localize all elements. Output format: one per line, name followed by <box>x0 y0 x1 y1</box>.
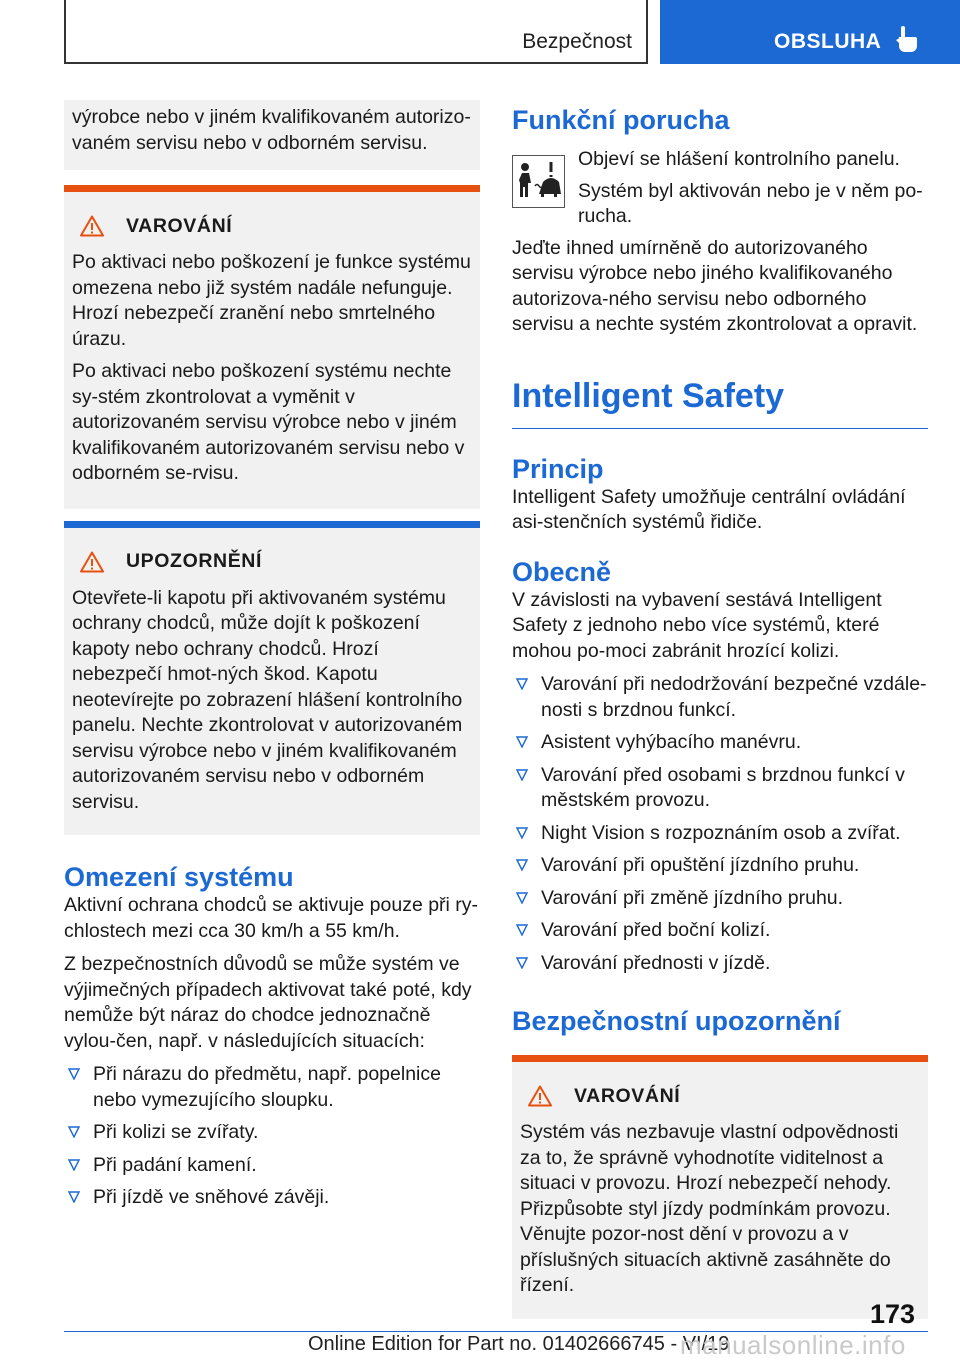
warning-box <box>64 192 480 509</box>
principle-heading: Princip <box>512 453 604 484</box>
list-item: Varování při změně jízdního pruhu. <box>512 886 928 912</box>
footer-edition: Online Edition for Part no. 01402666745 - VI/19 <box>308 1333 730 1355</box>
warning-title-text: VAROVÁNÍ <box>126 214 233 237</box>
pedestrian-warning-icon <box>512 155 565 208</box>
page-number: 173 <box>870 1299 916 1329</box>
safety-heading: Bezpečnostní upozornění <box>512 1006 841 1036</box>
fault-line: Systém byl aktivován nebo je v něm po-rucha. <box>578 179 923 227</box>
header-chapter-tab <box>660 0 960 64</box>
bullet-triangle-icon <box>68 1068 80 1080</box>
bullet-triangle-icon <box>516 736 528 748</box>
fault-line: Objeví se hlášení kontrolního panelu. <box>578 148 900 170</box>
left-column <box>64 100 480 1218</box>
limits-paragraph: Aktivní ochrana chodců se aktivuje pouze při ry-chlostech mezi cca 30 km/h a 55 km/h. <box>64 894 479 942</box>
pointing-hand-icon <box>896 26 918 57</box>
watermark: manualsonline.info <box>680 1330 906 1360</box>
safety-warning-box <box>512 1062 928 1319</box>
warning-paragraph: Po aktivaci nebo poškození systému nechte sy-stém zkontrolovat a vyměnit v autorizovaném servisu výrobce nebo v jiném kvalifikovaném autorizovaném servisu nebo v odborném se-rvisu. <box>72 360 465 484</box>
limits-paragraph: Z bezpečnostních důvodů se může systém ve výjimečných případech aktivovat také poté, kdy nemůže být náraz do chodce jednoznačně vylou-čen, např. v následujících situacích: <box>64 953 472 1052</box>
limits-heading: Omezení systému <box>64 862 294 892</box>
bullet-triangle-icon <box>516 957 528 969</box>
safety-warning-paragraph: Systém vás nezbavuje vlastní odpovědnosti za to, že správně vyhodnotíte viditelnost a situaci v provozu. Hrozí nebezpečí nehody. Přizpůsobte styl jízdy podmínkám provozu. Věnujte pozor-nost dění v provozu a v příslušných situacích aktivně zasáhněte do řízení. <box>520 1121 899 1296</box>
section-title: Intelligent Safety <box>512 376 785 415</box>
notice-paragraph: Otevřete-li kapotu při aktivovaném systému ochrany chodců, může dojít k poškození kapoty nebo ochrany chodců. Hrozí nebezpečí hmot-ných škod. Kapotu neotevírejte po zobrazení hlášení kontrolního panelu. Nechte zkontrolovat v autorizovaném servisu výrobce nebo v jiném kvalifikovaném autorizovaném servisu nebo v odborném servisu. <box>72 586 463 813</box>
list-item: Night Vision s rozpoznáním osob a zvířat. <box>512 821 928 847</box>
list-item: Při padání kamení. <box>64 1153 480 1179</box>
header-section-box <box>64 0 648 64</box>
fault-row <box>512 147 928 230</box>
list-item: Při nárazu do předmětu, např. popelnice nebo vymezujícího sloupku. <box>64 1062 480 1113</box>
principle-paragraph: Intelligent Safety umožňuje centrální ovládání asi-stenčních systémů řidiče. <box>512 485 906 533</box>
safety-warning-bar <box>512 1055 928 1062</box>
notice-title <box>72 550 472 574</box>
bullet-triangle-icon <box>516 859 528 871</box>
list-item: Varování při nedodržování bezpečné vzdále-nosti s brzdnou funkcí. <box>512 672 928 723</box>
list-item: Varování při opuštění jízdního pruhu. <box>512 853 928 879</box>
limits-list <box>64 1062 480 1211</box>
bullet-triangle-icon <box>516 678 528 690</box>
notice-triangle-icon <box>80 551 104 573</box>
bullet-triangle-icon <box>68 1191 80 1203</box>
list-item: Asistent vyhýbacího manévru. <box>512 730 928 756</box>
fault-paragraph: Jeďte ihned umírněně do autorizovaného servisu výrobce nebo jiného kvalifikovaného autorizova-ného servisu nebo odborného servisu a nechte systém zkontrolovat a opravit. <box>512 236 918 335</box>
right-column <box>512 100 928 1319</box>
header-chapter-title: OBSLUHA <box>774 30 882 53</box>
header-section-title: Bezpečnost <box>522 30 632 53</box>
bullet-triangle-icon <box>516 924 528 936</box>
warning-triangle-icon <box>528 1085 552 1107</box>
general-paragraph: V závislosti na vybavení sestává Intelligent Safety z jednoho nebo více systémů, které mohou po-moci zabránit hrozící kolizi. <box>512 588 882 662</box>
warning-paragraph: Po aktivaci nebo poškození je funkce systému omezena nebo již systém nadále nefunguje. Hrozí nebezpečí zranění nebo smrtelného úrazu. <box>72 251 471 350</box>
notice-bar <box>64 521 480 528</box>
notice-box <box>64 528 480 836</box>
continued-text: výrobce nebo v jiném kvalifikovaném autorizo-vaném servisu nebo v odborném servisu. <box>72 106 471 154</box>
bullet-triangle-icon <box>516 769 528 781</box>
bullet-triangle-icon <box>68 1126 80 1138</box>
notice-title-text: UPOZORNĚNÍ <box>126 550 263 572</box>
warning-title <box>72 214 472 238</box>
warning-triangle-icon <box>80 215 104 237</box>
systems-list <box>512 672 928 976</box>
list-item: Při jízdě ve sněhové závěji. <box>64 1185 480 1211</box>
continued-text-box <box>64 100 480 170</box>
list-item: Při kolizi se zvířaty. <box>64 1120 480 1146</box>
safety-warning-title <box>520 1084 920 1108</box>
bullet-triangle-icon <box>68 1159 80 1171</box>
list-item: Varování před osobami s brzdnou funkcí v městském provozu. <box>512 763 928 814</box>
warning-bar <box>64 185 480 192</box>
bullet-triangle-icon <box>516 892 528 904</box>
list-item: Varování přednosti v jízdě. <box>512 951 928 977</box>
bullet-triangle-icon <box>516 827 528 839</box>
list-item: Varování před boční kolizí. <box>512 918 928 944</box>
general-heading: Obecně <box>512 556 612 587</box>
fault-heading: Funkční porucha <box>512 105 730 135</box>
safety-warning-title-text: VAROVÁNÍ <box>574 1084 681 1107</box>
